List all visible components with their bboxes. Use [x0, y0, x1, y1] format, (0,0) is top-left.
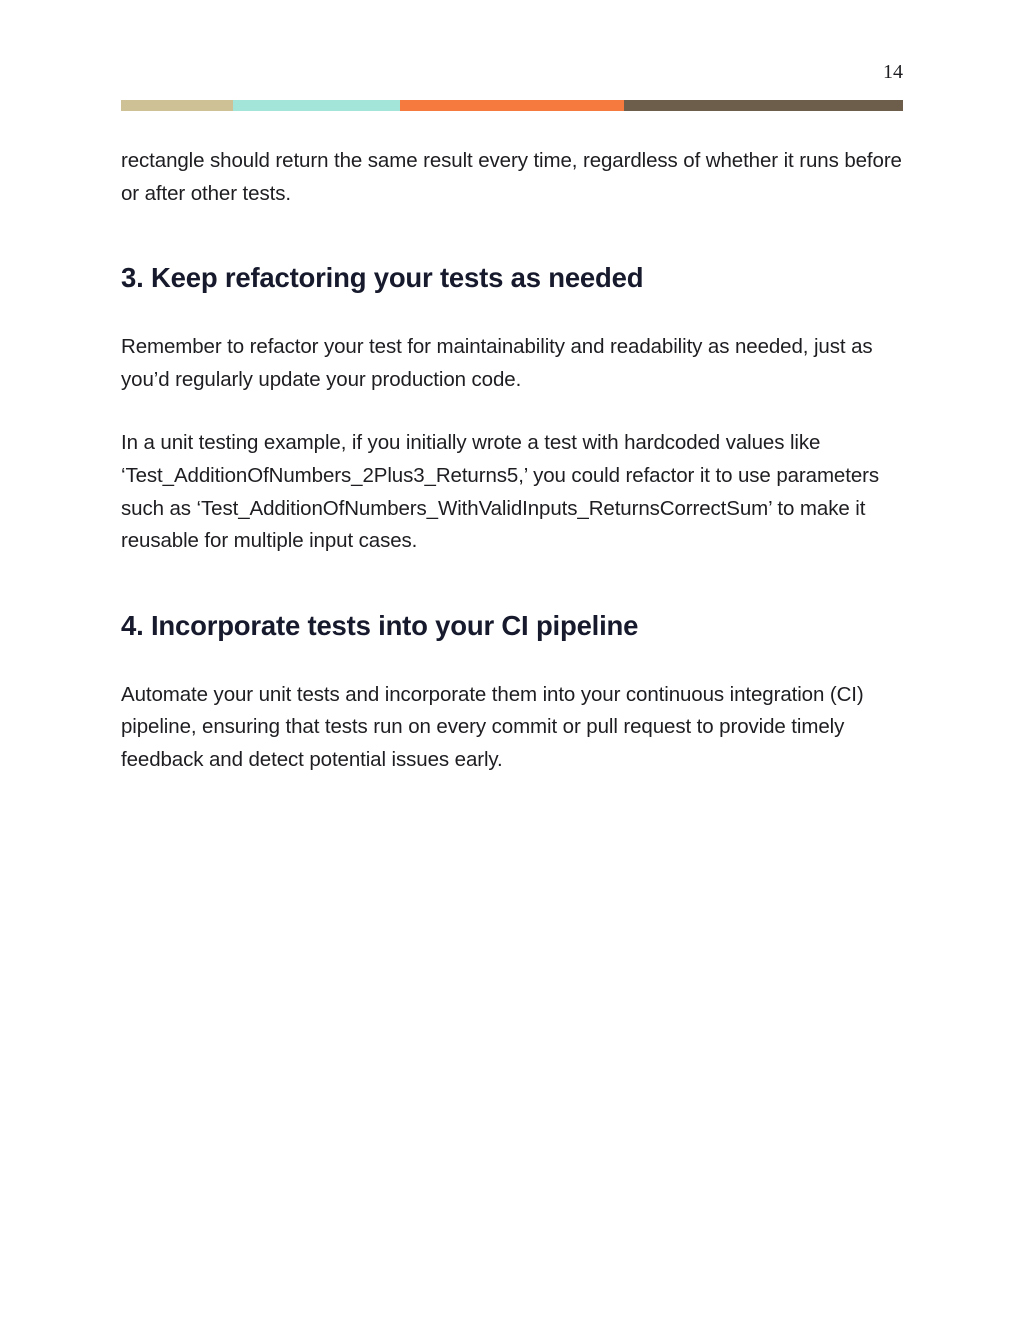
color-bar-segment-tan: [121, 100, 233, 111]
section-3-paragraph-1: Remember to refactor your test for maintainability and readability as needed, just as you’d regularly update your production code.: [121, 335, 873, 391]
color-bar-segment-mint: [233, 100, 400, 111]
color-bar-segment-brown: [624, 100, 903, 111]
document-body: [121, 145, 911, 777]
section-4-heading: 4. Incorporate tests into your CI pipeline: [121, 609, 639, 641]
section-4-paragraph-1: Automate your unit tests and incorporate them into your continuous integration (CI) pipeline, ensuring that tests run on every commit or pull request to provide timely feedback and detect potential issues early.: [121, 682, 864, 771]
header-color-bar: [121, 100, 903, 111]
intro-paragraph: rectangle should return the same result every time, regardless of whether it runs before or after other tests.: [121, 149, 902, 205]
color-bar-segment-orange: [400, 100, 624, 111]
page-number: 14: [883, 61, 903, 83]
section-3-heading: 3. Keep refactoring your tests as needed: [121, 262, 644, 294]
section-3-paragraph-2: In a unit testing example, if you initially wrote a test with hardcoded values like ‘Test_AdditionOfNumbers_2Plus3_Returns5,’ you could refactor it to use parameters such as ‘Test_AdditionOfNumbers_WithValidInputs_ReturnsCorrectSum’ to make it reusable for multiple input cases.: [121, 431, 879, 553]
